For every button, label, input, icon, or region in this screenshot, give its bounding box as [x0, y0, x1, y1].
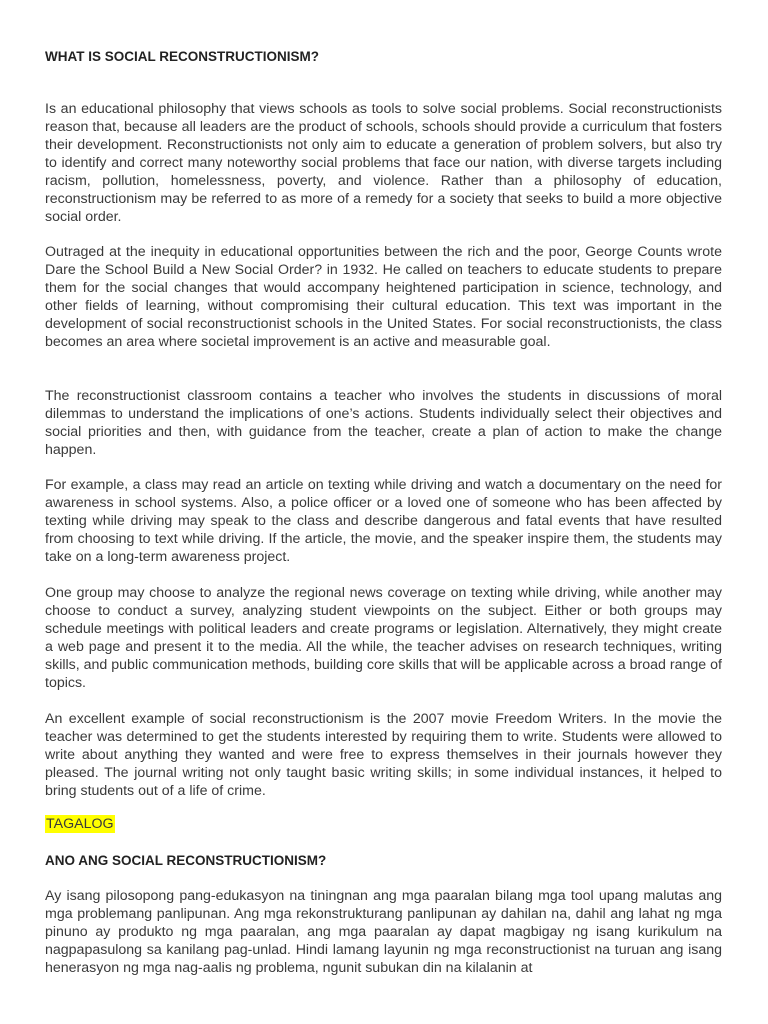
- paragraph-tagalog-definition: Ay isang pilosopong pang-edukasyon na tiningnan ang mga paaralan bilang mga tool upang malutas ang mga problemang panlipunan. Ang mga rekonstrukturang panlipunan ay dahilan na, dahil ang lahat ng mga pinuno ay produkto ng mga paaralan, ang mga paaralan ay dapat magbigay ng isang kurikulum na nagpapasulong sa kanilang pag-unlad. Hindi lamang layunin ng mga reconstructionist na turuan ang isang henerasyon ng mga nag-aalis ng problema, ngunit subukan din na kilalanin at: [45, 888, 722, 976]
- paragraph-classroom: The reconstructionist classroom contains a teacher who involves the students in discussions of moral dilemmas to understand the implications of one’s actions. Students individually select their objectives and social priorities and then, with guidance from the teacher, create a plan of action to make the change happen.: [45, 388, 722, 458]
- paragraph-definition: Is an educational philosophy that views schools as tools to solve social problems. Social reconstructionists reason that, because all leaders are the product of schools, schools should provide a curriculum that fosters their development. Reconstructionists not only aim to educate a generation of problem solvers, but also try to identify and correct many noteworthy social problems that face our nation, with diverse targets including racism, pollution, homelessness, poverty, and violence. Rather than a philosophy of education, reconstructionism may be referred to as more of a remedy for a society that seeks to build a more objective social order.: [45, 101, 722, 225]
- paragraph-freedom-writers: An excellent example of social reconstructionism is the 2007 movie Freedom Writers. In the movie the teacher was determined to get the students interested by requiring them to write. Students were allowed to write about anything they wanted and were free to express themselves in their journals however they pleased. The journal writing not only taught basic writing skills; in some individual instances, it helped to bring students out of a life of crime.: [45, 711, 722, 799]
- heading-english: WHAT IS SOCIAL RECONSTRUCTIONISM?: [45, 49, 319, 64]
- paragraph-example: For example, a class may read an article on texting while driving and watch a documentary on the need for awareness in school systems. Also, a police officer or a loved one of someone who has been affected by texting while driving may speak to the class and describe dangerous and fatal events that have resulted from choosing to text while driving. If the article, the movie, and the speaker inspire them, the students may take on a long-term awareness project.: [45, 477, 722, 565]
- heading-tagalog: ANO ANG SOCIAL RECONSTRUCTIONISM?: [45, 853, 327, 868]
- paragraph-group-project: One group may choose to analyze the regional news coverage on texting while driving, while another may choose to conduct a survey, analyzing student viewpoints on the subject. Either or both groups may schedule meetings with political leaders and create programs or legislation. Alternatively, they might create a web page and present it to the media. All the while, the teacher advises on research techniques, writing skills, and public communication methods, building core skills that will be applicable across a broad range of topics.: [45, 585, 722, 691]
- paragraph-george-counts: Outraged at the inequity in educational opportunities between the rich and the poor, George Counts wrote Dare the School Build a New Social Order? in 1932. He called on teachers to educate students to prepare them for the social changes that would accompany heightened participation in science, technology, and other fields of learning, without compromising their cultural education. This text was important in the development of social reconstructionist schools in the United States. For social reconstructionists, the class becomes an area where societal improvement is an active and measurable goal.: [45, 244, 722, 350]
- tagalog-highlight-label: TAGALOG: [46, 816, 114, 832]
